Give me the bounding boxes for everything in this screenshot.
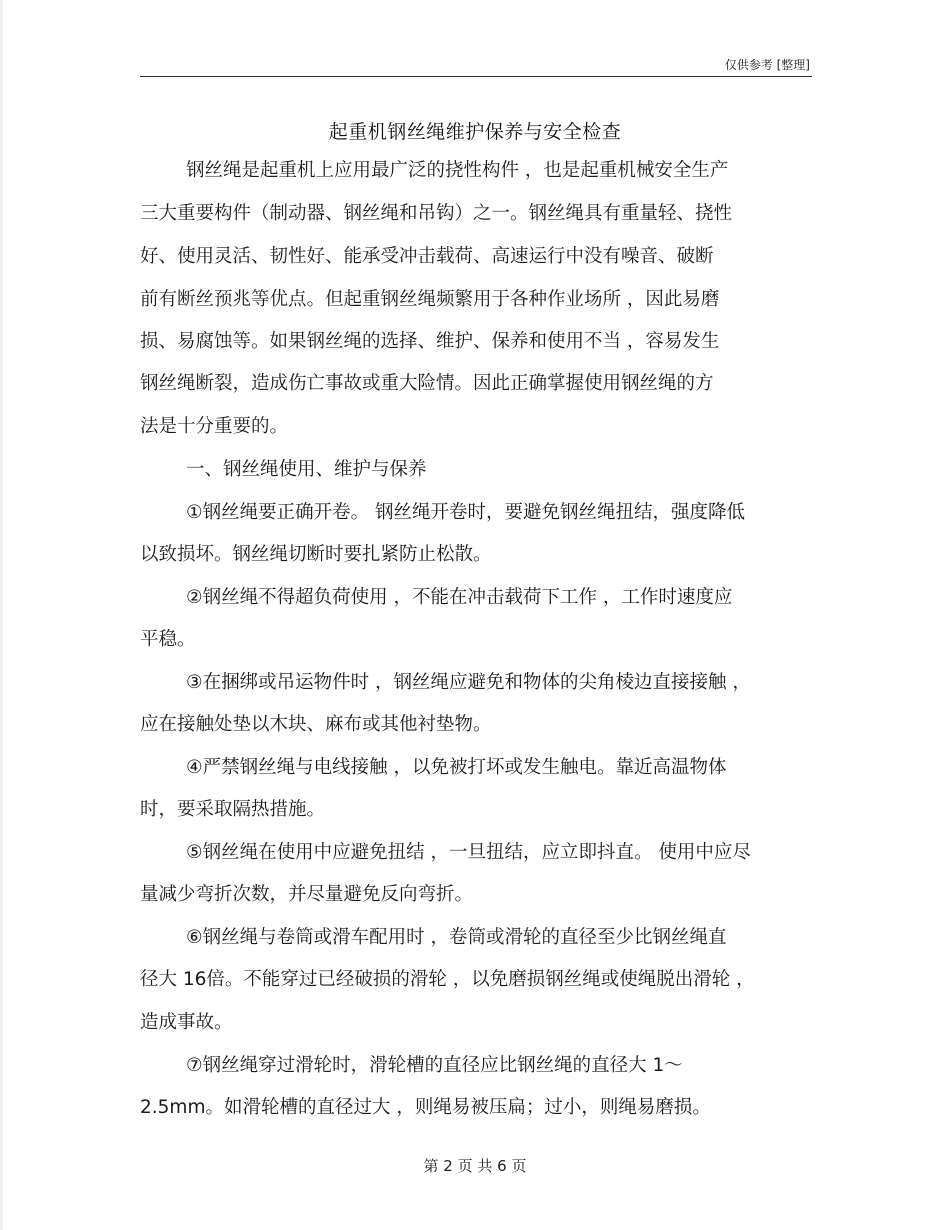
- paragraph-line: 三大重要构件（制动器、钢丝绳和吊钩）之一。钢丝绳具有重量轻、挠性: [140, 203, 733, 224]
- paragraph-line: 法是十分重要的。: [140, 416, 289, 437]
- paragraph-line: 好、使用灵活、韧性好、能承受冲击载荷、高速运行中没有噪音、破断: [140, 246, 714, 267]
- document-title: 起重机钢丝绳维护保养与安全检查: [328, 121, 622, 143]
- list-item-line: ⑥钢丝绳与卷筒或滑车配用时 ，卷筒或滑轮的直径至少比钢丝绳直: [186, 927, 727, 948]
- list-item-line: 造成事故。: [140, 1012, 233, 1033]
- paragraph-line: 钢丝绳断裂，造成伤亡事故或重大险情。因此正确掌握使用钢丝绳的方: [140, 373, 714, 394]
- list-item-line: ⑦钢丝绳穿过滑轮时，滑轮槽的直径应比钢丝绳的直径大 1～: [186, 1055, 683, 1076]
- list-item-line: ③在捆绑或吊运物件时 ，钢丝绳应避免和物体的尖角棱边直接接触 ，: [186, 672, 751, 693]
- page-footer: 第 2 页 共 6 页: [423, 1157, 527, 1175]
- section-heading: 一、钢丝绳使用、维护与保养: [186, 459, 427, 480]
- paragraph-line: 损、易腐蚀等。如果钢丝绳的选择、维护、保养和使用不当 ，容易发生: [140, 331, 720, 352]
- page-edge: [0, 0, 3, 1230]
- list-item-line: ①钢丝绳要正确开卷。 钢丝绳开卷时，要避免钢丝绳扭结，强度降低: [186, 502, 745, 523]
- list-item-line: 径大 16倍。不能穿过已经破损的滑轮 ，以免磨损钢丝绳或使绳脱出滑轮 ，: [140, 969, 755, 990]
- list-item-line: 平稳。: [140, 629, 196, 650]
- list-item-line: 以致损坏。钢丝绳切断时要扎紧防止松散。: [140, 544, 492, 565]
- list-item-line: 时，要采取隔热措施。: [140, 799, 326, 820]
- paragraph-line: 前有断丝预兆等优点。但起重钢丝绳频繁用于各种作业场所 ，因此易磨: [140, 289, 720, 310]
- header-label: 仅供参考 [整理]: [724, 58, 810, 72]
- page-header: [140, 56, 812, 77]
- list-item-line: ②钢丝绳不得超负荷使用 ，不能在冲击载荷下工作 ，工作时速度应: [186, 587, 733, 608]
- list-item-line: 量减少弯折次数，并尽量避免反向弯折。: [140, 884, 474, 905]
- list-item-line: 2.5mm。如滑轮槽的直径过大 ，则绳易被压扁；过小，则绳易磨损。: [140, 1097, 711, 1118]
- list-item-line: ⑤钢丝绳在使用中应避免扭结 ，一旦扭结，应立即抖直。 使用中应尽: [186, 842, 751, 863]
- list-item-line: ④严禁钢丝绳与电线接触 ，以免被打坏或发生触电。靠近高温物体: [186, 757, 727, 778]
- paragraph-line: 钢丝绳是起重机上应用最广泛的挠性构件 ，也是起重机械安全生产: [186, 160, 729, 181]
- list-item-line: 应在接触处垫以木块、麻布或其他衬垫物。: [140, 714, 492, 735]
